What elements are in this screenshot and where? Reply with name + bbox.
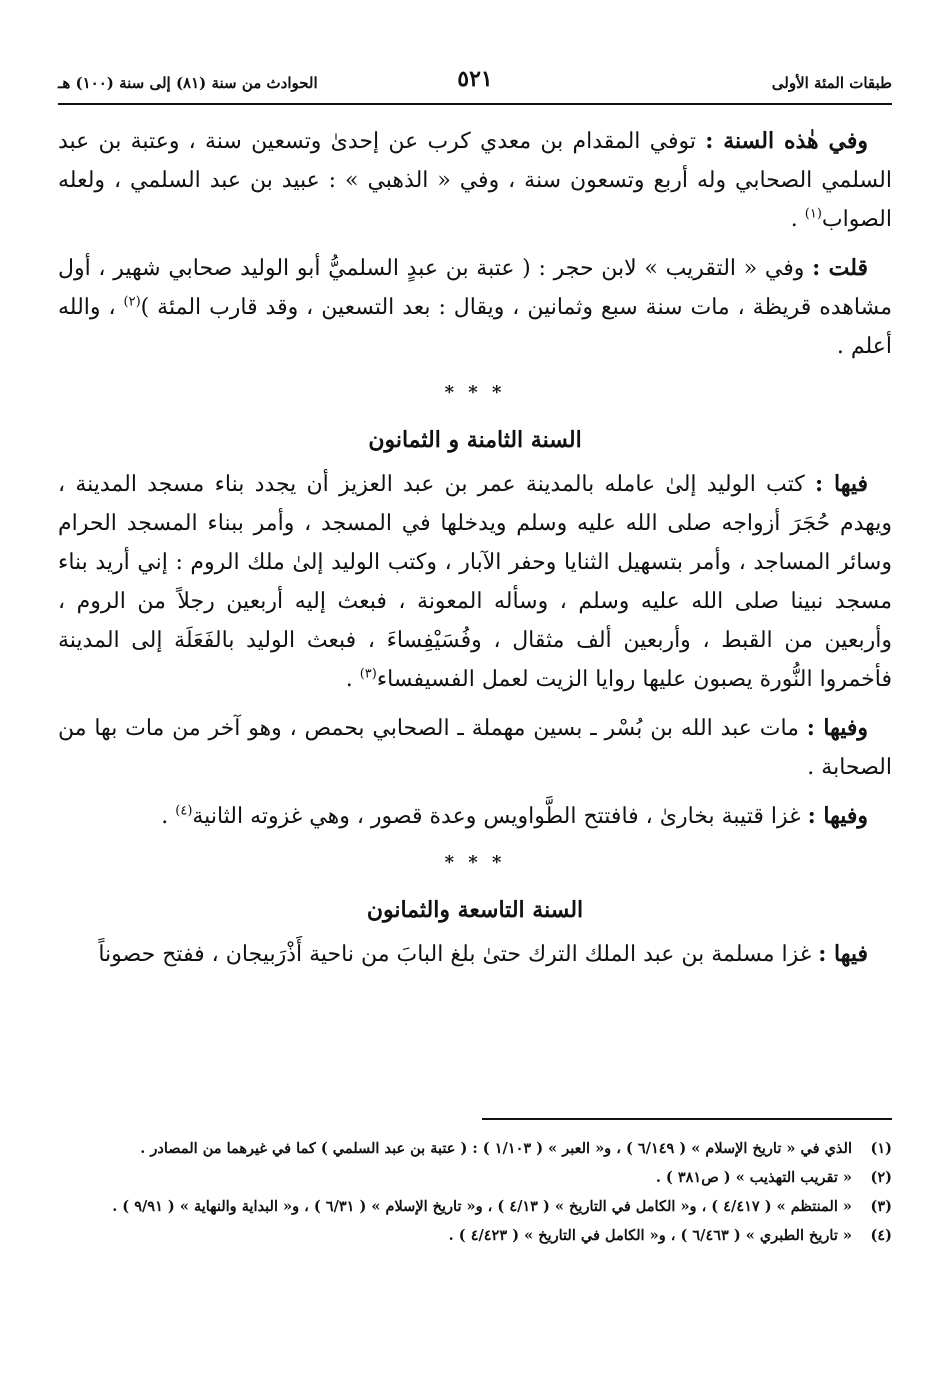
footnote	[58, 1194, 892, 1220]
main-text	[58, 122, 892, 984]
paragraph-lead: وفيها :	[806, 715, 868, 741]
paragraph-lead: وفيها :	[807, 803, 868, 829]
footnote-number: (٣)	[870, 1198, 892, 1215]
paragraph-text: مات عبد الله بن بُسْر ـ بسين مهملة ـ الصحابي بحمص ، وهو آخر من مات بها من الصحابة .	[58, 716, 892, 780]
paragraph	[58, 122, 892, 239]
paragraph-lead: فيها :	[818, 941, 868, 967]
paragraph	[58, 709, 892, 787]
document-page	[58, 0, 892, 1391]
footnote-text: « المنتظم » ( ٤/٤١٧ ) ، و« الكامل في التاريخ » ( ٤/١٣ ) ، و« تاريخ الإسلام » ( ٦/٣١ ) ، و« البداية والنهاية » ( ٩/٩١ ) .	[112, 1198, 852, 1215]
page-number: ٥٢١	[457, 66, 493, 92]
paragraph	[58, 465, 892, 699]
footnote-ref[interactable]: (٤)	[175, 803, 193, 819]
header-section-title: الحوادث من سنة (٨١) إلى سنة (١٠٠) هـ	[58, 74, 318, 92]
footnote-text: « تقريب التهذيب » ( ص٣٨١ ) .	[655, 1169, 852, 1186]
footnote-number: (١)	[870, 1140, 892, 1157]
header-divider	[58, 103, 892, 105]
footnotes	[58, 1136, 892, 1252]
footnote	[58, 1165, 892, 1191]
paragraph-text: كتب الوليد إلىٰ عامله بالمدينة عمر بن عبد العزيز أن يجدد بناء مسجد المدينة ، ويهدم حُجَرَ أزواجه صلى الله عليه وسلم ويدخلها في المسجد ، وأمر ببناء المسجد الحرام وسائر المساجد ، وأمر بتسهيل الثنايا وحفر الآبار ، وكتب الوليد إلىٰ ملك الروم : إني أريد بناء مسجد نبينا صلى الله عليه وسلم ، وسأله المعونة ، فبعث إليه أربعين رجلاً من الروم ، وأربعين من القبط ، وأربعين ألف مثقال ، وفُسَيْفِساءَ ، فبعث الوليد بالفَعَلَة إلى المدينة فأخمروا النُّورة يصبون عليها روايا الزيت لعمل الفسيفساء	[58, 472, 893, 692]
footnote-ref[interactable]: (٣)	[359, 666, 377, 682]
paragraph-end: ، والله أعلم .	[58, 295, 892, 359]
footnote-text: الذي في « تاريخ الإسلام » ( ٦/١٤٩ ) ، و« العبر » ( ١/١٠٣ ) : ( عتبة بن عبد السلمي ) كما في غيرهما من المصادر .	[140, 1140, 852, 1157]
footnote-text: « تاريخ الطبري » ( ٦/٤٦٣ ) ، و« الكامل في التاريخ » ( ٤/٤٢٣ ) .	[448, 1227, 852, 1244]
paragraph-end: .	[161, 804, 176, 829]
paragraph-text: غزا مسلمة بن عبد الملك الترك حتىٰ بلغ البابَ من ناحية أَذْرَبيجان ، ففتح حصوناً	[98, 942, 819, 967]
section-separator: * * *	[444, 852, 506, 873]
paragraph-lead: فيها :	[814, 471, 868, 497]
footnote	[58, 1136, 892, 1162]
paragraph-end: .	[345, 667, 360, 692]
paragraph-lead: قلت :	[812, 255, 868, 281]
footnote-divider	[482, 1118, 892, 1120]
paragraph-text: وفي « التقريب » لابن حجر : ( عتبة بن عبدٍ السلميُّ أبو الوليد صحابي شهير ، أول مشاهده قريظة ، مات سنة سبع وثمانين ، ويقال : بعد التسعين ، وقد قارب المئة )	[58, 256, 892, 320]
footnote-ref[interactable]: (٢)	[123, 294, 141, 310]
paragraph-lead: وفي هٰذه السنة :	[705, 128, 868, 154]
paragraph	[58, 249, 892, 366]
running-header	[58, 66, 892, 100]
footnote-number: (٢)	[870, 1169, 892, 1186]
footnote-ref[interactable]: (١)	[804, 206, 822, 222]
header-book-title: طبقات المئة الأولى	[771, 74, 892, 92]
section-separator: * * *	[444, 382, 506, 403]
paragraph-end: .	[790, 207, 805, 232]
paragraph-text: توفي المقدام بن معدي كرب عن إحدىٰ وتسعين سنة ، وعتبة بن عبد السلمي الصحابي وله أربع وتسعون سنة ، وفي « الذهبي » : عبيد بن عبد السلمي ، ولعله الصواب	[58, 129, 892, 232]
section-heading: السنة التاسعة والثمانون	[366, 897, 584, 923]
paragraph-text: غزا قتيبة بخارىٰ ، فافتتح الطَّواويس وعدة قصور ، وهي غزوته الثانية	[192, 804, 808, 829]
footnote-number: (٤)	[870, 1227, 892, 1244]
section-heading: السنة الثامنة و الثمانون	[368, 427, 582, 453]
footnote	[58, 1223, 892, 1249]
paragraph	[58, 797, 892, 836]
paragraph	[58, 935, 892, 974]
